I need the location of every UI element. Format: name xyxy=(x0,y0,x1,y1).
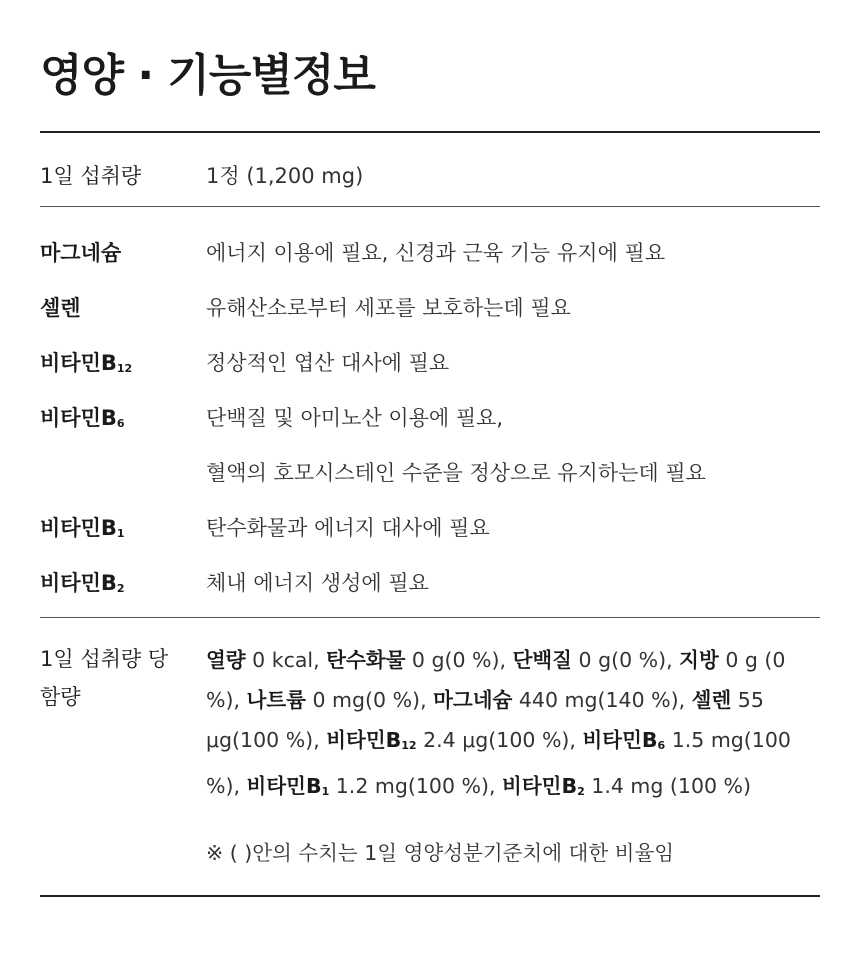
function-desc: 탄수화물과 에너지 대사에 필요 xyxy=(206,516,490,540)
function-name: 비타민$B_1$ xyxy=(40,516,125,540)
nutrient-item: 단백질 0 g(0 %) xyxy=(512,648,667,672)
bottom-divider xyxy=(40,895,820,897)
function-desc: 유해산소로부터 세포를 보호하는데 필요 xyxy=(206,296,571,320)
function-name: 비타민$B_{12}$ xyxy=(40,351,133,375)
nutrient-item: 셀렌 55 μg(100 %) xyxy=(206,688,764,752)
nutrient-item: 나트륨 0 mg(0 %) xyxy=(246,688,421,712)
function-name: 마그네슘 xyxy=(40,241,122,265)
section-divider xyxy=(40,617,820,618)
nutrient-item: 지방 0 g (0 %) xyxy=(206,648,786,712)
function-name: 셀렌 xyxy=(40,296,81,320)
function-desc-continued: 혈액의 호모시스테인 수준을 정상으로 유지하는데 필요 xyxy=(206,461,706,485)
function-name: 비타민$B_6$ xyxy=(40,406,125,430)
nutrient-item: 탄수화물 0 g(0 %) xyxy=(326,648,500,672)
function-desc: 단백질 및 아미노산 이용에 필요, xyxy=(206,406,504,430)
function-name: 비타민$B_2$ xyxy=(40,571,125,595)
per-serving-label: 1일 섭취량 당 함량 xyxy=(40,647,169,709)
per-serving-content: 열량 0 kcal, 탄수화물 0 g(0 %), 단백질 0 g(0 %), 지방 0 g (0 %), 나트륨 0 mg(0 %), 마그네슘 440 mg(140 %), 셀렌 55 μg(100 %), 비타민$B_{12}$ 2.4 μg(100 %), 비타민$B_6$ 1.5 mg(100 %), 비타민$B_1$ 1.2 mg(100 %), 비타민$B_2$ 1.4 mg (100 %) xyxy=(206,648,791,798)
footnote: ※ ( )안의 수치는 1일 영양성분기준치에 대한 비율임 xyxy=(206,841,675,865)
title-divider xyxy=(40,131,820,133)
page-title: 영양 · 기능별정보 xyxy=(40,50,375,101)
function-desc: 정상적인 엽산 대사에 필요 xyxy=(206,351,450,375)
nutrient-item: 마그네슘 440 mg(140 %) xyxy=(433,688,679,712)
nutrient-item: 비타민$B_{12}$ 2.4 μg(100 %) xyxy=(326,728,570,752)
function-desc: 에너지 이용에 필요, 신경과 근육 기능 유지에 필요 xyxy=(206,241,666,265)
section-divider xyxy=(40,206,820,207)
nutrient-item: 비타민$B_6$ 1.5 mg(100 %) xyxy=(206,728,791,798)
function-desc: 체내 에너지 생성에 필요 xyxy=(206,571,429,595)
nutrient-item: 비타민$B_1$ 1.2 mg(100 %) xyxy=(246,774,489,798)
nutrient-item: 비타민$B_2$ 1.4 mg (100 %) xyxy=(502,774,752,798)
nutrient-item: 열량 0 kcal xyxy=(206,648,314,672)
serving-value: 1정 (1,200 mg) xyxy=(206,164,364,188)
serving-label: 1일 섭취량 xyxy=(40,164,142,188)
